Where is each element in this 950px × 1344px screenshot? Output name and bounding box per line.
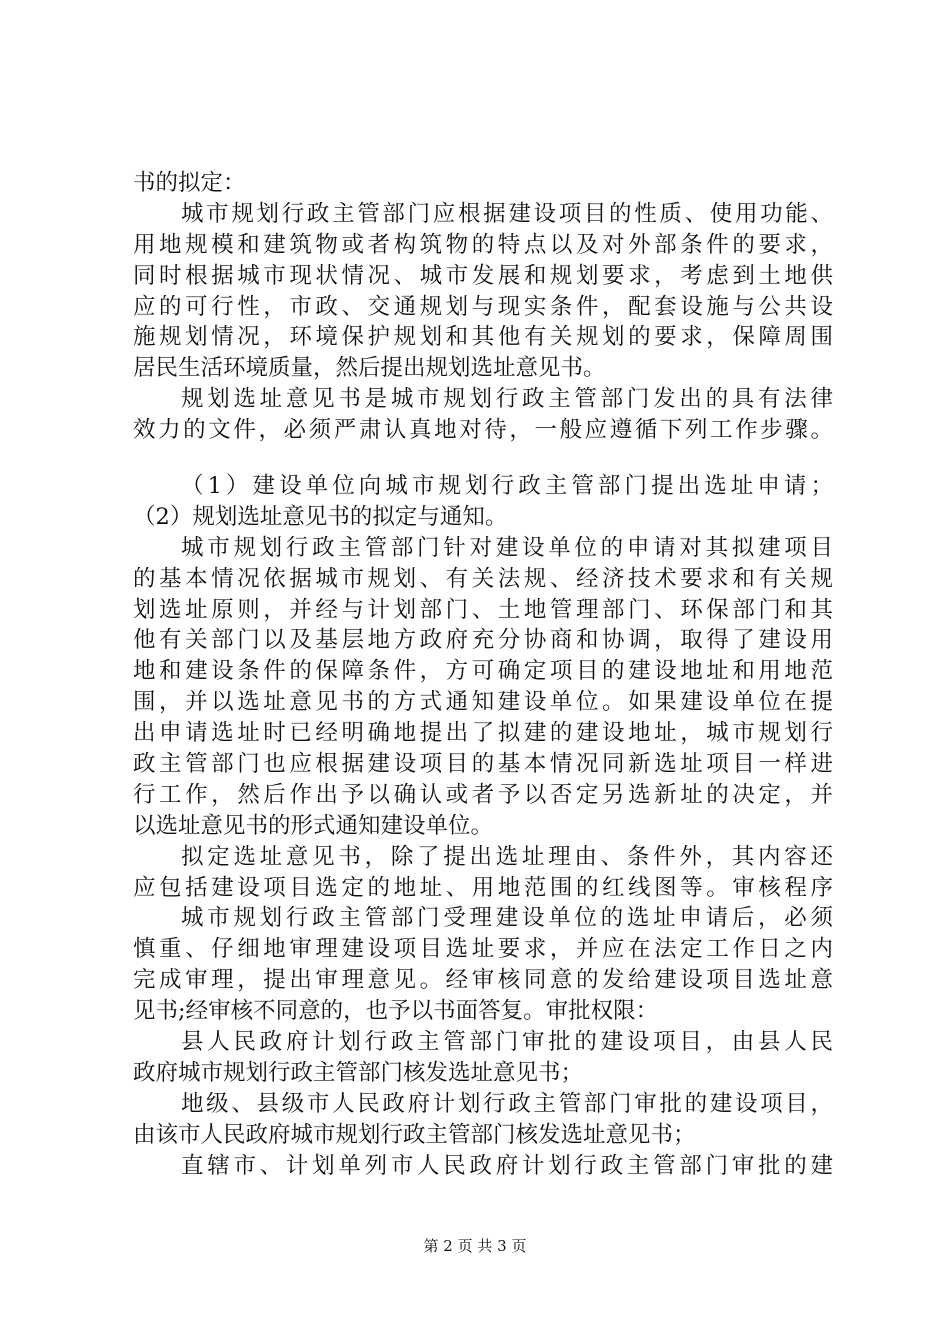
text-line: （1）建设单位向城市规划行政主管部门提出选址申请； (181, 473, 833, 500)
text-line: 直辖市、计划单列市人民政府计划行政主管部门审批的建 (181, 1152, 833, 1179)
text-line: 书的拟定： (133, 170, 246, 196)
text-line: 规划选址意见书是城市规划行政主管部门发出的具有法律 (181, 386, 833, 413)
text-line: 围，并以选址意见书的方式通知建设单位。如果建设单位在提 (133, 689, 833, 716)
text-line: 拟定选址意见书，除了提出选址理由、条件外，其内容还 (181, 843, 833, 870)
page-number-footer: 第 2 页 共 3 页 (423, 1237, 527, 1255)
text-line: 应包括建设项目选定的地址、用地范围的红线图等。审核程序 (133, 874, 833, 901)
text-line: （2）规划选址意见书的拟定与通知。 (133, 503, 508, 530)
text-line: 划选址原则，并经与计划部门、土地管理部门、环保部门和其 (133, 596, 833, 623)
text-line: 地级、县级市人民政府计划行政主管部门审批的建设项目， (181, 1090, 833, 1117)
text-line: 由该市人民政府城市规划行政主管部门核发选址意见书； (133, 1121, 696, 1148)
text-line: 行工作，然后作出予以确认或者予以否定另选新址的决定，并 (133, 781, 833, 808)
document-body (133, 168, 833, 1182)
text-line: 慎重、仔细地审理建设项目选址要求，并应在法定工作日之内 (133, 936, 833, 963)
text-line: 以选址意见书的形式通知建设单位。 (133, 812, 494, 839)
text-line: 地和建设条件的保障条件，方可确定项目的建设地址和用地范 (133, 658, 833, 685)
text-line: 用地规模和建筑物或者构筑物的特点以及对外部条件的要求， (133, 231, 833, 258)
text-line: 政府城市规划行政主管部门核发选址意见书； (133, 1059, 584, 1086)
text-line: 城市规划行政主管部门应根据建设项目的性质、使用功能、 (181, 200, 833, 227)
text-line: 居民生活环境质量，然后提出规划选址意见书。 (133, 355, 606, 382)
text-line: 城市规划行政主管部门受理建设单位的选址申请后，必须 (181, 905, 833, 932)
text-line: 的基本情况依据城市规划、有关法规、经济技术要求和有关规 (133, 565, 833, 592)
text-line: 完成审理，提出审理意见。经审核同意的发给建设项目选址意 (133, 967, 833, 994)
text-line: 施规划情况，环境保护规划和其他有关规划的要求，保障周围 (133, 324, 833, 351)
text-line: 城市规划行政主管部门针对建设单位的申请对其拟建项目 (181, 534, 833, 561)
text-line: 政主管部门也应根据建设项目的基本情况同新选址项目一样进 (133, 751, 833, 778)
text-line: 出申请选址时已经明确地提出了拟建的建设地址，城市规划行 (133, 720, 833, 747)
text-line: 同时根据城市现状情况、城市发展和规划要求，考虑到土地供 (133, 262, 833, 289)
text-line: 应的可行性，市政、交通规划与现实条件，配套设施与公共设 (133, 293, 833, 320)
text-line: 效力的文件，必须严肃认真地对待，一般应遵循下列工作步骤。 (133, 417, 833, 444)
text-line: 他有关部门以及基层地方政府充分协商和协调，取得了建设用 (133, 627, 833, 654)
text-line: 见书;经审核不同意的，也予以书面答复。审批权限： (133, 998, 659, 1025)
text-line: 县人民政府计划行政主管部门审批的建设项目，由县人民 (181, 1029, 833, 1056)
